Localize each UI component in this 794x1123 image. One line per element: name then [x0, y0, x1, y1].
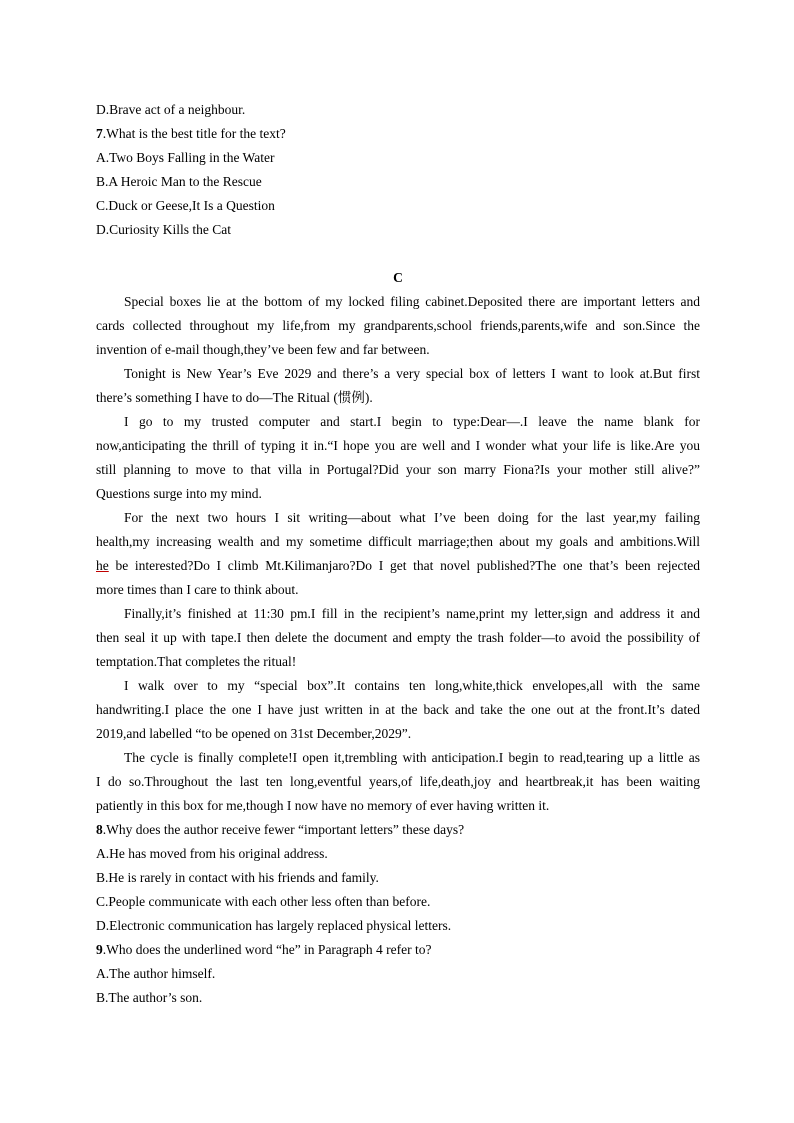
q7-option-d: D.Curiosity Kills the Cat: [96, 222, 231, 237]
q8-option-b: B.He is rarely in contact with his friends and family.: [96, 870, 379, 885]
passage-line: I go to my trusted computer and start.I begin to type:Dear—.I leave the name blank for: [124, 414, 700, 429]
q8-option-c: C.People communicate with each other less often than before.: [96, 894, 431, 909]
passage-line: now,anticipating the thrill of typing it in.“I hope you are well and I wonder what your life is like.Are you: [96, 438, 700, 453]
q7-stem: .What is the best title for the text?: [102, 126, 286, 141]
passage-line: there’s something I have to do—The Ritual (惯例).: [96, 390, 373, 405]
q8-question: [96, 818, 700, 842]
q7-option-a: A.Two Boys Falling in the Water: [96, 150, 275, 165]
q7-option-b: B.A Heroic Man to the Rescue: [96, 174, 262, 189]
passage-line: invention of e-mail though,they’ve been few and far between.: [96, 342, 430, 357]
passage-line: Finally,it’s finished at 11:30 pm.I fill in the recipient’s name,print my letter,sign and address it and: [124, 606, 700, 621]
passage-line: health,my increasing wealth and my sometime difficult marriage;then about my goals and ambitions.Will: [96, 534, 700, 549]
q8-stem: .Why does the author receive fewer “important letters” these days?: [102, 822, 465, 837]
q7-number: 7: [96, 126, 103, 141]
passage-line: more times than I care to think about.: [96, 582, 299, 597]
passage-line: cards collected throughout my life,from my grandparents,school friends,parents,wife and son.Since the: [96, 318, 700, 333]
q9-option-a: A.The author himself.: [96, 966, 216, 981]
passage-paragraph-1: [96, 290, 700, 362]
section-heading: C: [393, 270, 403, 285]
passage-line: [96, 554, 700, 578]
passage-line: patiently in this box for me,though I now have no memory of ever having written it.: [96, 798, 550, 813]
q8-option-a: A.He has moved from his original address.: [96, 846, 328, 861]
passage-line: I do so.Throughout the last ten long,eventful years,of life,death,joy and heartbreak,it has been waiting: [96, 774, 700, 789]
passage-paragraph-6: [96, 674, 700, 746]
document-page: [96, 98, 700, 1010]
q9-stem: .Who does the underlined word “he” in Paragraph 4 refer to?: [102, 942, 432, 957]
q7-option-c: C.Duck or Geese,It Is a Question: [96, 198, 275, 213]
passage-line: Tonight is New Year’s Eve 2029 and there’s a very special box of letters I want to look at.But first: [124, 366, 700, 381]
passage-line: I walk over to my “special box”.It contains ten long,white,thick envelopes,all with the same: [124, 678, 700, 693]
q9-number: 9: [96, 942, 103, 957]
q7-question: [96, 122, 700, 146]
q8-number: 8: [96, 822, 103, 837]
passage-line: For the next two hours I sit writing—about what I’ve been doing for the last year,my failing: [124, 510, 700, 525]
q9-option-b: B.The author’s son.: [96, 990, 203, 1005]
passage-line-rest: be interested?Do I climb Mt.Kilimanjaro?Do I get that novel published?The one that’s been rejected: [108, 558, 700, 573]
passage-line: 2019,and labelled “to be opened on 31st December,2029”.: [96, 726, 412, 741]
passage-paragraph-5: [96, 602, 700, 674]
passage-line: Questions surge into my mind.: [96, 486, 262, 501]
q9-question: [96, 938, 700, 962]
passage-paragraph-7: [96, 746, 700, 818]
underlined-word-he: he: [96, 558, 109, 573]
passage-line: then seal it up with tape.I then delete the document and empty the trash folder—to avoid the possibility of: [96, 630, 700, 645]
passage-line: The cycle is finally complete!I open it,trembling with anticipation.I begin to read,tearing up a little as: [124, 750, 700, 765]
q6-option-d: D.Brave act of a neighbour.: [96, 102, 246, 117]
q8-option-d: D.Electronic communication has largely replaced physical letters.: [96, 918, 452, 933]
passage-line: temptation.That completes the ritual!: [96, 654, 297, 669]
passage-paragraph-2: [96, 362, 700, 410]
passage-line: Special boxes lie at the bottom of my locked filing cabinet.Deposited there are important letters and: [124, 294, 700, 309]
passage-line: handwriting.I place the one I have just written in at the back and take the one out at the front.It’s dated: [96, 702, 700, 717]
passage-line: still planning to move to that villa in Portugal?Did your son marry Fiona?Is your mother still alive?”: [96, 462, 700, 477]
passage-paragraph-3: [96, 410, 700, 506]
passage-paragraph-4: [96, 506, 700, 602]
